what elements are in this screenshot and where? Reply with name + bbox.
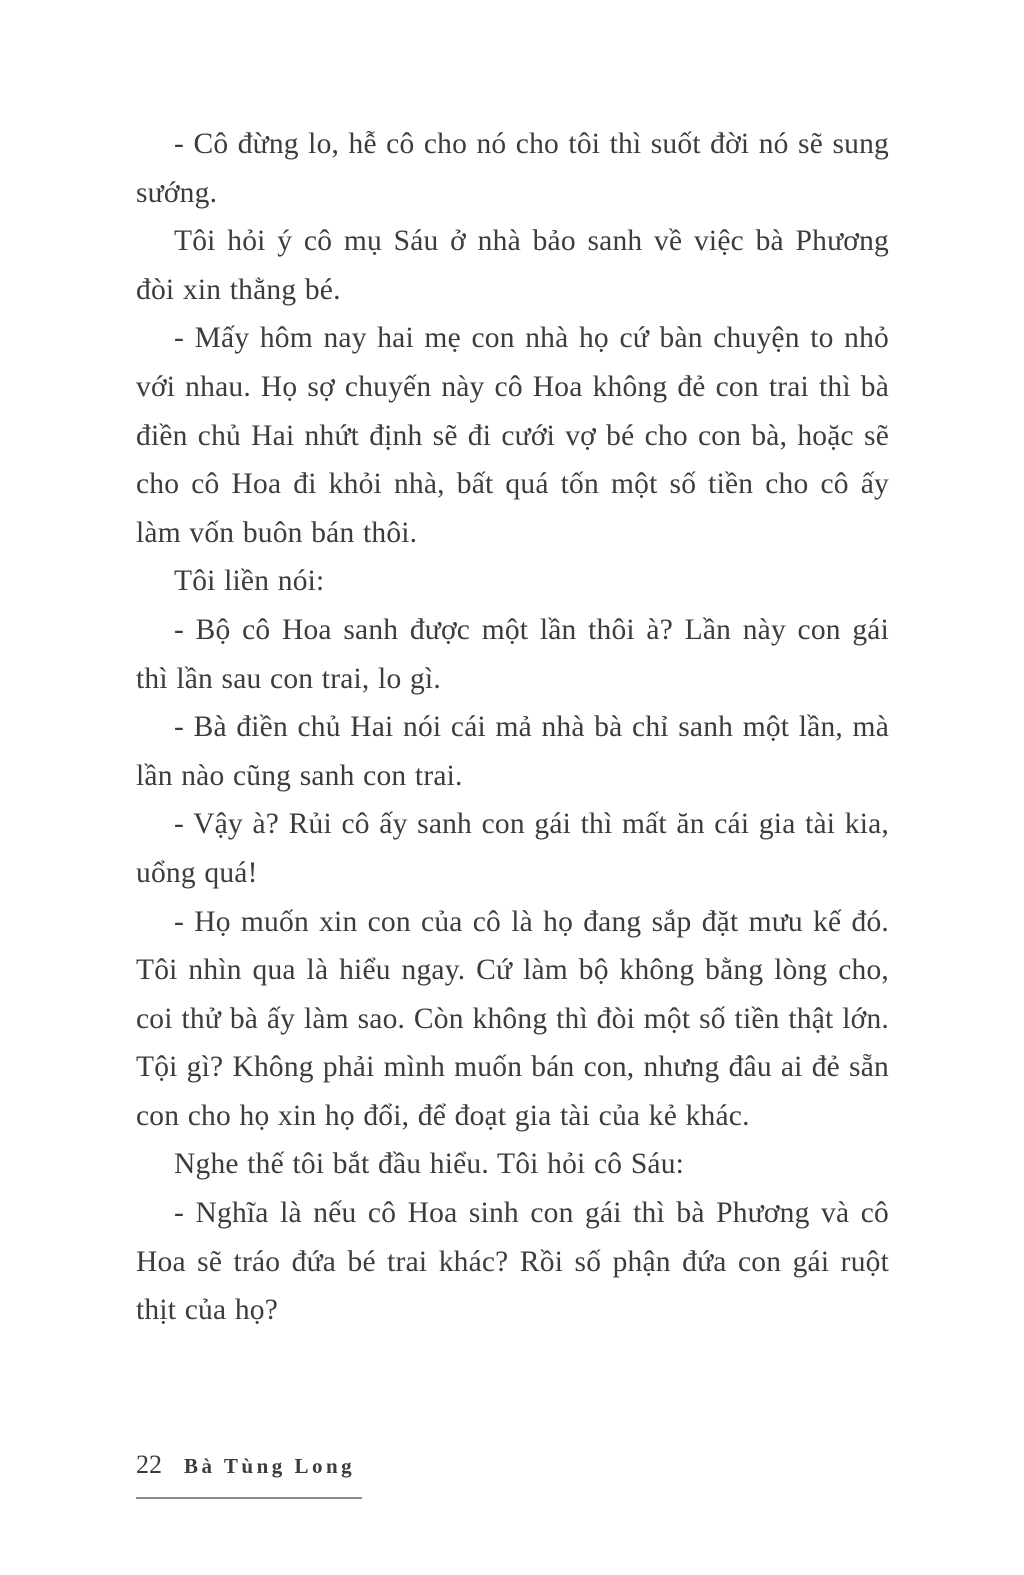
book-title: Bà Tùng Long [184, 1454, 356, 1478]
paragraph: Nghe thế tôi bắt đầu hiểu. Tôi hỏi cô Sáu: [174, 1148, 685, 1181]
paragraph: - Mấy hôm nay hai mẹ con nhà họ cứ bàn chuyện to nhỏ với nhau. Họ sợ chuyến này cô Hoa không đẻ con trai thì bà điền chủ Hai nhứt định sẽ đi cưới vợ bé cho con bà, hoặc sẽ cho cô Hoa đi khỏi nhà, bất quá tốn một số tiền cho cô ấy làm vốn buôn bán thôi. [136, 322, 889, 549]
paragraph: Tôi liền nói: [174, 565, 325, 598]
page-number: 22 [136, 1450, 162, 1479]
paragraph: - Cô đừng lo, hễ cô cho nó cho tôi thì suốt đời nó sẽ sung sướng. [136, 128, 889, 209]
paragraph: - Bà điền chủ Hai nói cái mả nhà bà chỉ sanh một lần, mà lần nào cũng sanh con trai. [136, 711, 889, 792]
footer-divider [136, 1497, 362, 1499]
paragraph: - Họ muốn xin con của cô là họ đang sắp đặt mưu kế đó. Tôi nhìn qua là hiểu ngay. Cứ làm bộ không bằng lòng cho, coi thử bà ấy làm sao. Còn không thì đòi một số tiền thật lớn. Tội gì? Không phải mình muốn bán con, nhưng đâu ai đẻ sẵn con cho họ xin họ đổi, để đoạt gia tài của kẻ khác. [136, 905, 889, 1132]
paragraph: - Bộ cô Hoa sanh được một lần thôi à? Lần này con gái thì lần sau con trai, lo gì. [136, 613, 889, 695]
page-text-block [136, 120, 889, 1335]
paragraph: - Vậy à? Rủi cô ấy sanh con gái thì mất ăn cái gia tài kia, uổng quá! [136, 808, 889, 889]
paragraph: Tôi hỏi ý cô mụ Sáu ở nhà bảo sanh về việc bà Phương đòi xin thằng bé. [136, 225, 889, 306]
paragraph: - Nghĩa là nếu cô Hoa sinh con gái thì bà Phương và cô Hoa sẽ tráo đứa bé trai khác? Rồi số phận đứa con gái ruột thịt của họ? [136, 1197, 889, 1327]
page-footer [136, 1450, 889, 1480]
